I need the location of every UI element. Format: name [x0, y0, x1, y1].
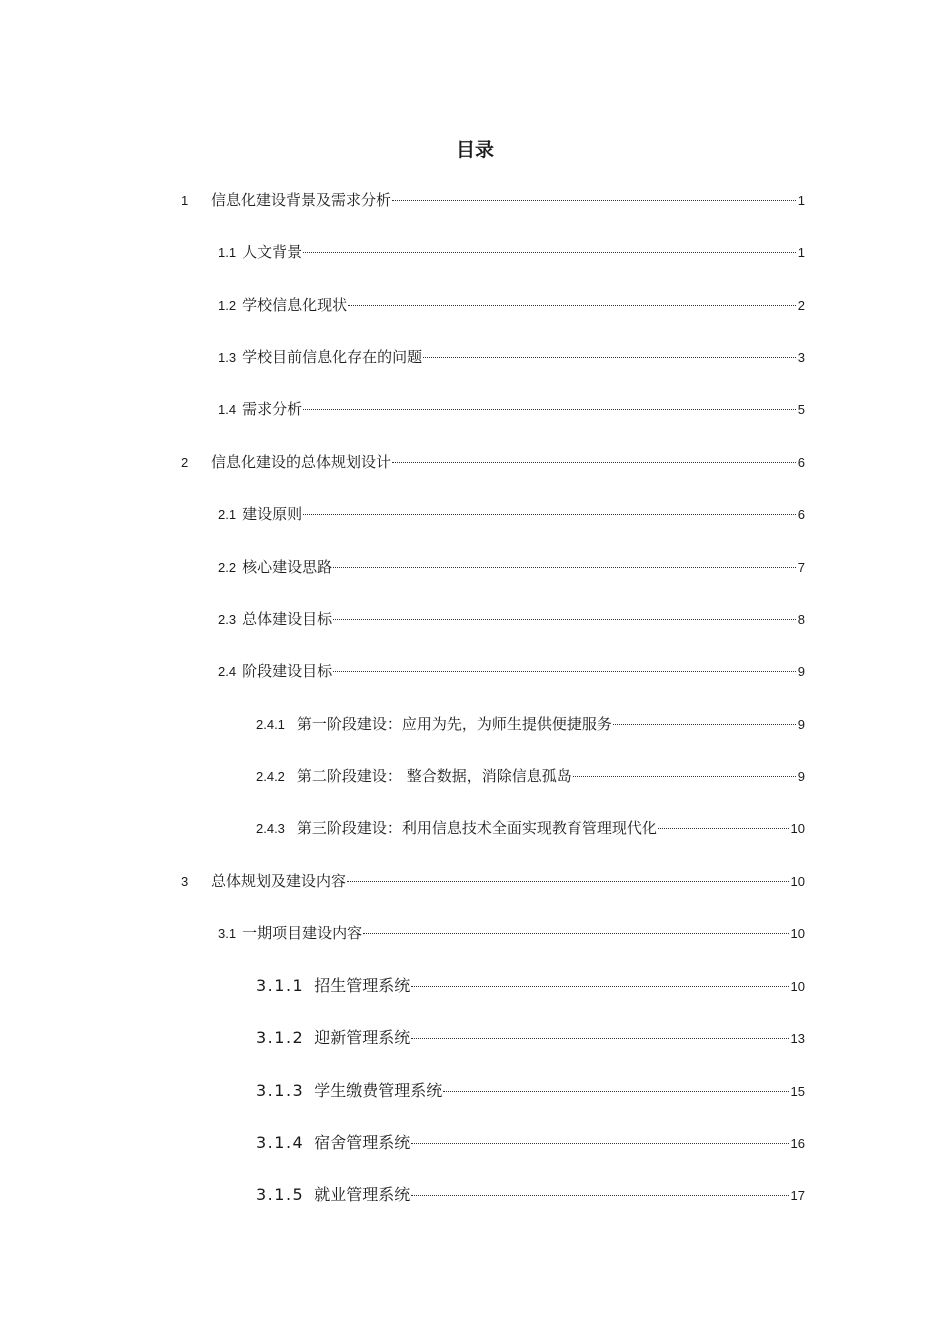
toc-page-number: 10: [790, 926, 805, 941]
dot-leader: [411, 1037, 788, 1039]
toc-page-number: 10: [790, 979, 805, 994]
toc-entry-3-1-4[interactable]: [256, 1128, 805, 1158]
toc-number: 1.1: [218, 245, 237, 260]
toc-page-number: 10: [790, 821, 805, 836]
dot-leader: [423, 356, 796, 358]
dot-leader: [303, 408, 796, 410]
toc-page-number: 17: [790, 1188, 805, 1203]
dot-leader: [347, 880, 789, 882]
toc-title: 总体规划及建设内容: [211, 872, 347, 890]
dot-leader: [333, 618, 796, 620]
table-of-contents: [0, 185, 950, 1225]
toc-page-number: 9: [797, 664, 805, 679]
toc-title: 迎新管理系统: [314, 1028, 411, 1047]
toc-entry-1-3[interactable]: [218, 342, 805, 372]
toc-number: 1.3: [218, 350, 237, 365]
toc-title: 第一阶段建设：应用为先，为师生提供便捷服务: [296, 715, 612, 733]
toc-number: 3.1.5: [256, 1185, 305, 1204]
toc-entry-2-4[interactable]: [218, 656, 805, 686]
toc-title: 第二阶段建设： 整合数据，消除信息孤岛: [296, 767, 572, 785]
dot-leader: [392, 461, 796, 463]
toc-page-number: 6: [797, 455, 805, 470]
toc-page-number: 13: [790, 1031, 805, 1046]
dot-leader: [303, 251, 796, 253]
toc-page-number: 15: [790, 1084, 805, 1099]
dot-leader: [443, 1090, 788, 1092]
toc-number: 1.4: [218, 402, 237, 417]
toc-number: 3.1.4: [256, 1133, 305, 1152]
toc-page-number: 9: [797, 769, 805, 784]
toc-title: 学校信息化现状: [242, 296, 348, 314]
toc-page-number: 7: [797, 560, 805, 575]
dot-leader: [333, 670, 796, 672]
toc-title: 就业管理系统: [314, 1185, 411, 1204]
toc-number: 2.2: [218, 560, 237, 575]
toc-entry-2-4-3[interactable]: [256, 813, 805, 843]
dot-leader: [658, 827, 789, 829]
toc-entry-3-1-5[interactable]: [256, 1180, 805, 1210]
toc-page-number: 8: [797, 612, 805, 627]
toc-number: 2.4.2: [256, 769, 285, 784]
toc-entry-1-2[interactable]: [218, 290, 805, 320]
toc-title: 学校目前信息化存在的问题: [242, 348, 423, 366]
toc-number: 2.3: [218, 612, 237, 627]
toc-entry-3-1-2[interactable]: [256, 1023, 805, 1053]
toc-number: 1: [181, 193, 189, 208]
toc-title: 总体建设目标: [242, 610, 333, 628]
toc-number: 2.4.1: [256, 717, 285, 732]
toc-page-number: 1: [797, 245, 805, 260]
toc-entry-3-1-3[interactable]: [256, 1076, 805, 1106]
toc-title: 人文背景: [242, 243, 303, 261]
dot-leader: [613, 723, 796, 725]
toc-page-number: 6: [797, 507, 805, 522]
toc-number: 3.1.2: [256, 1028, 305, 1047]
toc-number: 2: [181, 455, 189, 470]
toc-page-number: 3: [797, 350, 805, 365]
toc-number: 2.4: [218, 664, 237, 679]
toc-entry-2-4-1[interactable]: [256, 709, 805, 739]
toc-entry-3-1[interactable]: [218, 918, 805, 948]
toc-page-number: 5: [797, 402, 805, 417]
toc-number: 3.1.1: [256, 976, 305, 995]
toc-title: 阶段建设目标: [242, 662, 333, 680]
toc-title: 学生缴费管理系统: [314, 1081, 443, 1100]
dot-leader: [411, 1194, 788, 1196]
toc-entry-1-1[interactable]: [218, 237, 805, 267]
toc-title: 第三阶段建设：利用信息技术全面实现教育管理现代化: [296, 819, 657, 837]
toc-number: 1.2: [218, 298, 237, 313]
toc-title: 信息化建设的总体规划设计: [211, 453, 392, 471]
toc-number: 2.1: [218, 507, 237, 522]
toc-page-number: 1: [797, 193, 805, 208]
dot-leader: [303, 513, 796, 515]
dot-leader: [573, 775, 796, 777]
toc-title: 核心建设思路: [242, 558, 333, 576]
dot-leader: [411, 1142, 788, 1144]
toc-entry-2-2[interactable]: [218, 552, 805, 582]
toc-number: 2.4.3: [256, 821, 285, 836]
dot-leader: [392, 199, 796, 201]
toc-entry-1[interactable]: [181, 185, 805, 215]
toc-page-number: 9: [797, 717, 805, 732]
toc-title: 一期项目建设内容: [242, 924, 363, 942]
toc-entry-2[interactable]: [181, 447, 805, 477]
toc-title: 宿舍管理系统: [314, 1133, 411, 1152]
toc-entry-2-3[interactable]: [218, 604, 805, 634]
dot-leader: [333, 566, 796, 568]
toc-entry-3[interactable]: [181, 866, 805, 896]
toc-page-number: 16: [790, 1136, 805, 1151]
page-title: 目录: [455, 139, 494, 161]
toc-page-number: 2: [797, 298, 805, 313]
toc-title: 需求分析: [242, 400, 303, 418]
toc-entry-2-4-2[interactable]: [256, 761, 805, 791]
toc-title: 招生管理系统: [314, 976, 411, 995]
toc-title: 信息化建设背景及需求分析: [211, 191, 392, 209]
dot-leader: [348, 304, 796, 306]
toc-page-number: 10: [790, 874, 805, 889]
dot-leader: [363, 932, 788, 934]
toc-entry-1-4[interactable]: [218, 394, 805, 424]
dot-leader: [411, 985, 788, 987]
toc-number: 3.1.3: [256, 1081, 305, 1100]
toc-number: 3: [181, 874, 189, 889]
toc-entry-3-1-1[interactable]: [256, 971, 805, 1001]
toc-entry-2-1[interactable]: [218, 499, 805, 529]
toc-title: 建设原则: [242, 505, 303, 523]
toc-number: 3.1: [218, 926, 237, 941]
